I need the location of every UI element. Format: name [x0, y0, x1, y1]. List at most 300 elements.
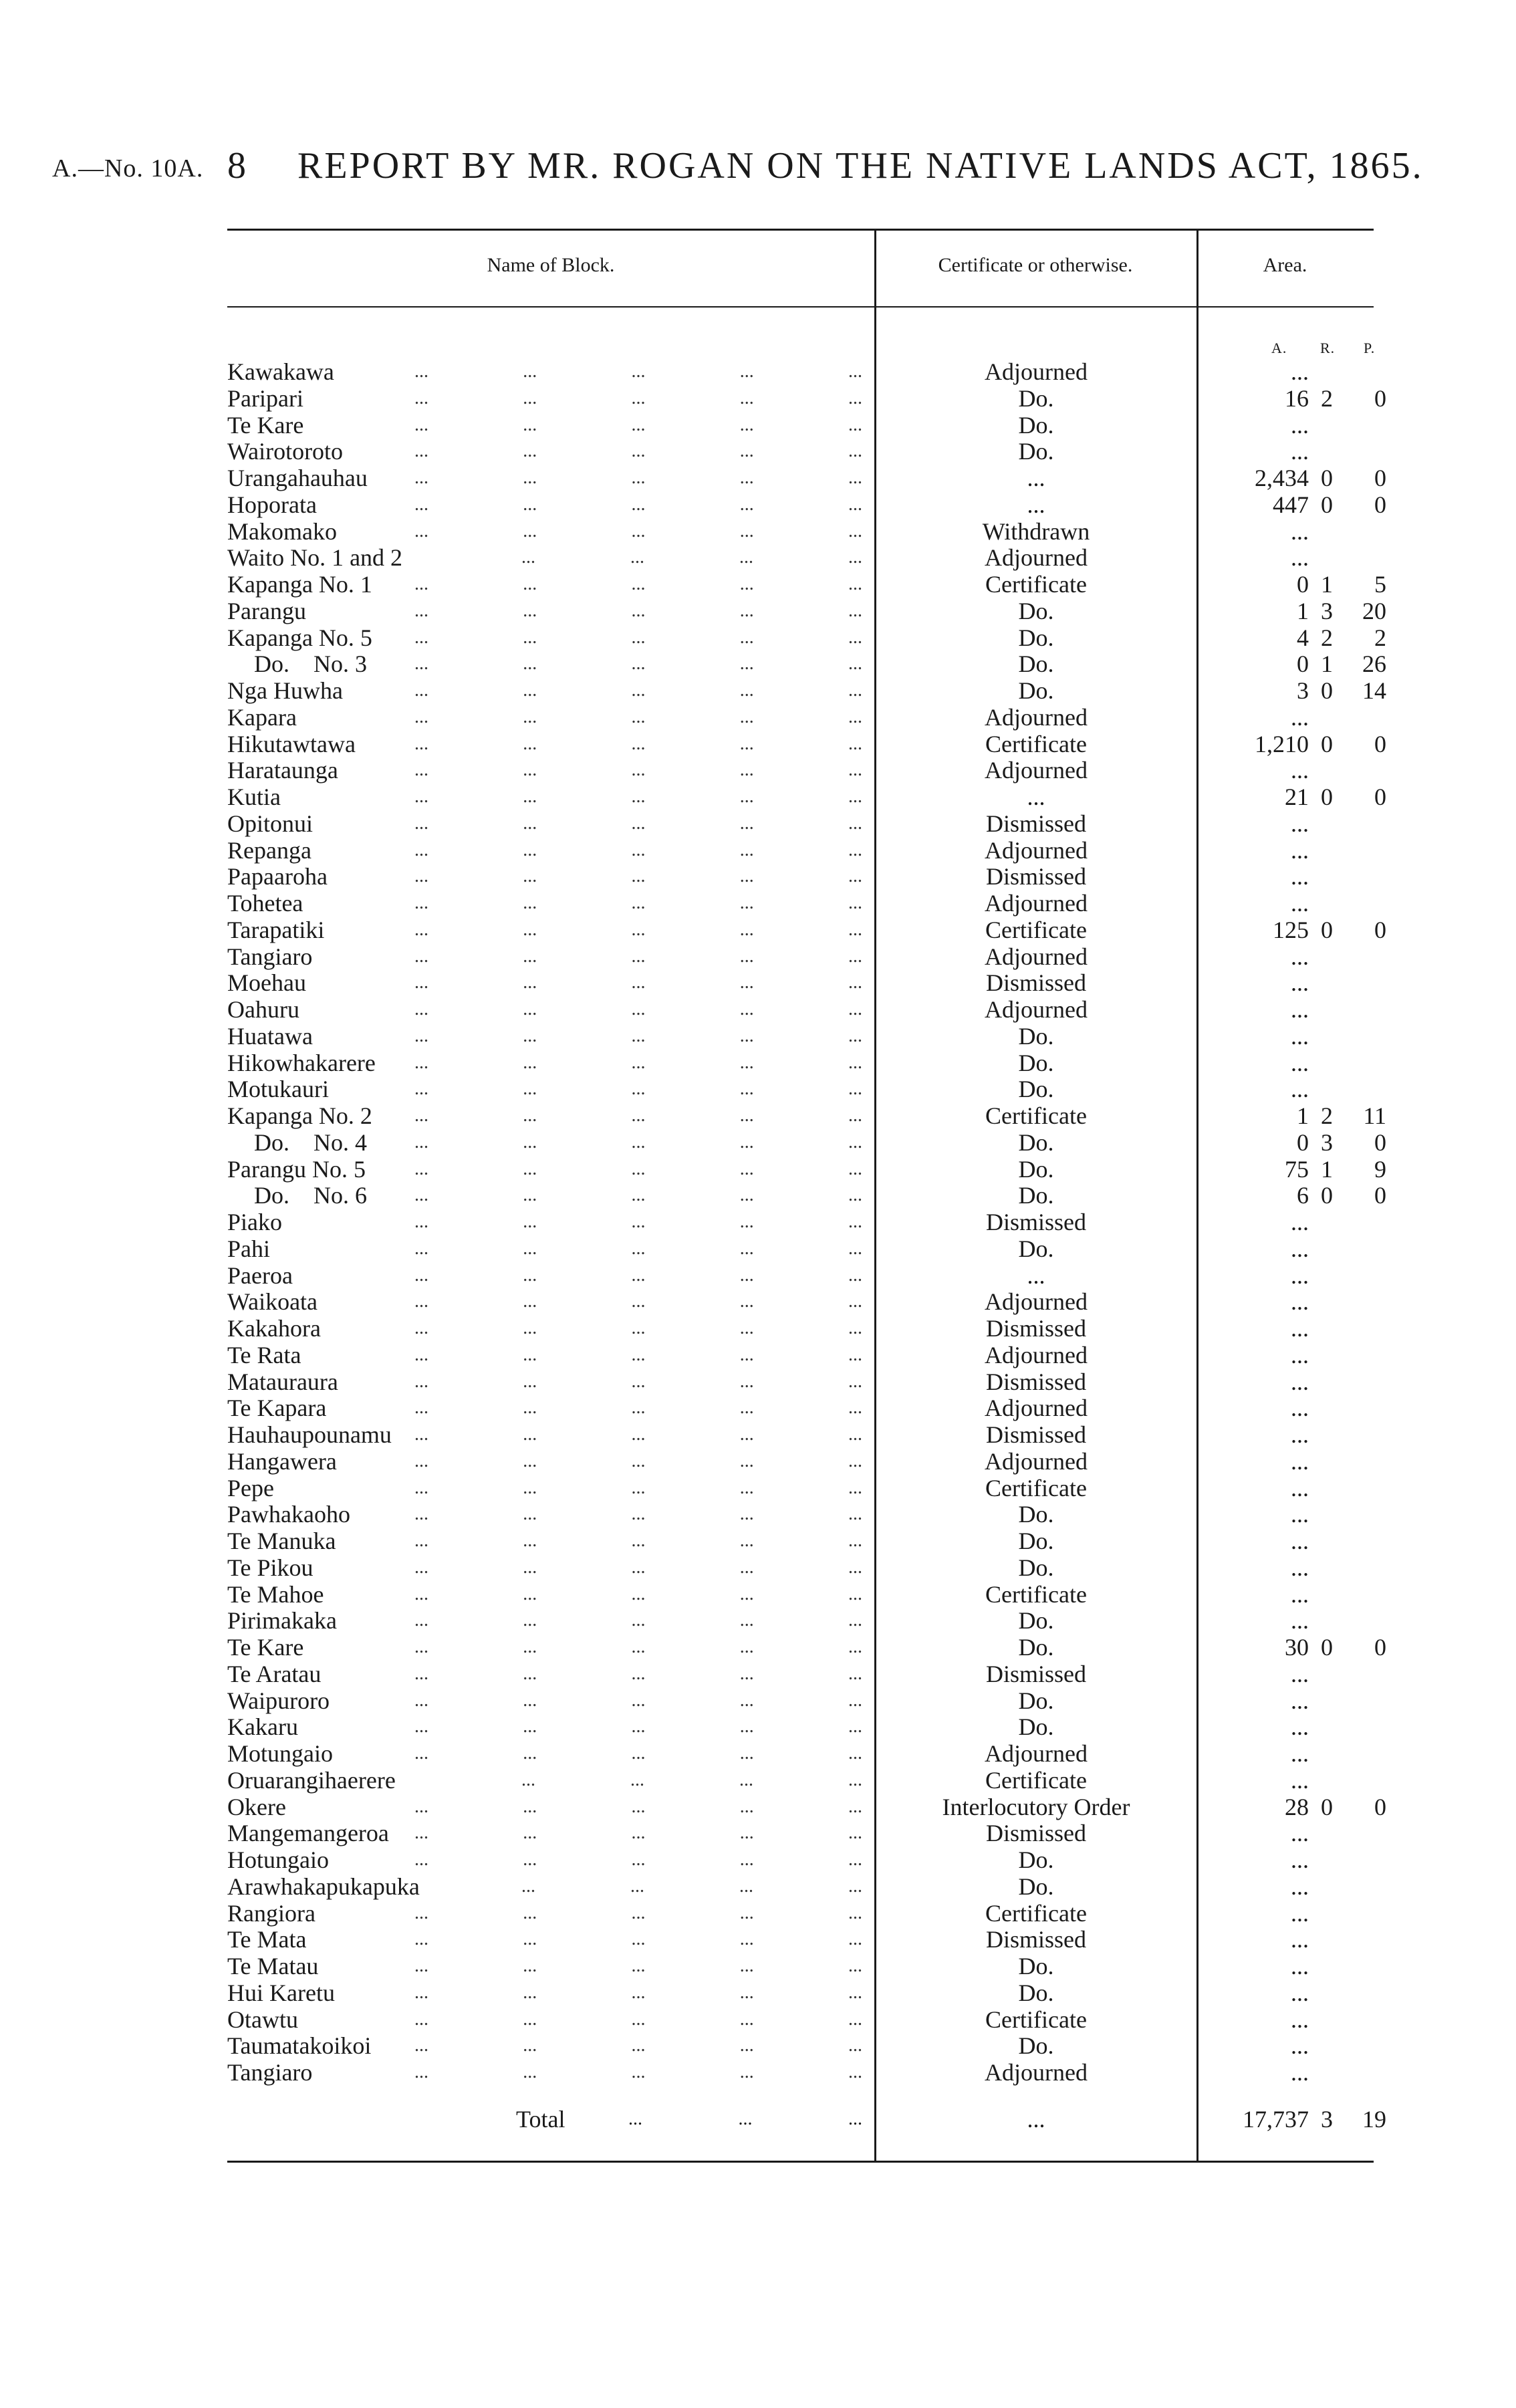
area-acres: ... — [1291, 1713, 1309, 1741]
leader-dots: ... ... ... ... ... — [414, 493, 862, 515]
area-perches: 5 — [1374, 571, 1386, 598]
area-acres: ... — [1291, 703, 1309, 731]
certificate-status: Do. — [1018, 1501, 1054, 1528]
table-row — [0, 837, 1516, 864]
table-row — [0, 1395, 1516, 1421]
area-roods: 0 — [1321, 916, 1333, 943]
area-acres: ... — [1291, 1261, 1309, 1289]
certificate-status: Adjourned — [985, 1341, 1088, 1368]
leader-dots: ... ... ... ... ... — [414, 706, 862, 727]
certificate-status: Do. — [1018, 1979, 1054, 2006]
block-name: Waipuroro — [227, 1687, 330, 1714]
leader-dots: ... ... ... ... ... — [414, 1981, 862, 2003]
table-top-rule — [227, 229, 1374, 231]
area-acres: ... — [1291, 1209, 1309, 1235]
total-perches: 19 — [1362, 2106, 1386, 2133]
certificate-status: Adjourned — [985, 757, 1088, 784]
leader-dots: ... ... ... ... ... — [414, 1477, 862, 1498]
table-row — [0, 1288, 1516, 1315]
column-header-name: Name of Block. — [487, 254, 615, 276]
certificate-status: Certificate — [985, 2006, 1087, 2033]
block-name: Hikutawtawa — [227, 730, 356, 757]
leader-dots: ... ... ... ... ... — [414, 1822, 862, 1844]
block-name: Waikoata — [227, 1288, 318, 1316]
certificate-status: Do. — [1018, 1076, 1054, 1103]
leader-dots: ... ... ... ... ... — [414, 1344, 862, 1365]
area-acres: 447 — [1273, 491, 1309, 518]
leader-dots: ... ... ... ... ... — [414, 1716, 862, 1737]
certificate-status: ... — [1027, 491, 1045, 518]
area-acres: ... — [1291, 1501, 1309, 1528]
leader-dots: ... ... ... ... ... — [414, 680, 862, 701]
table-row — [0, 1900, 1516, 1927]
leader-dots: ... ... ... ... ... — [414, 467, 862, 488]
area-roods: 1 — [1321, 1155, 1333, 1183]
area-perches: 0 — [1374, 916, 1386, 943]
area-perches: 9 — [1374, 1155, 1386, 1183]
area-perches: 0 — [1374, 491, 1386, 518]
area-perches: 0 — [1374, 1128, 1386, 1156]
table-row — [0, 598, 1516, 624]
area-acres: ... — [1291, 2006, 1309, 2033]
table-row — [0, 1209, 1516, 1235]
table-row — [0, 2059, 1516, 2086]
block-name: Hui Karetu — [227, 1979, 335, 2006]
certificate-status: Dismissed — [985, 1660, 1086, 1687]
leader-dots: ... ... ... ... ... — [414, 1291, 862, 1312]
block-name: Paeroa — [227, 1261, 293, 1289]
total-acres: 17,737 — [1243, 2106, 1309, 2133]
block-name: Okere — [227, 1793, 286, 1820]
total-label: Total — [516, 2106, 565, 2133]
leader-dots: ... ... ... ... ... — [414, 441, 862, 462]
certificate-status: Dismissed — [985, 1820, 1086, 1847]
area-roods: 2 — [1321, 1102, 1333, 1129]
area-acres: ... — [1291, 1022, 1309, 1050]
table-row — [0, 731, 1516, 757]
table-row — [0, 1182, 1516, 1209]
area-acres: ... — [1291, 836, 1309, 864]
area-acres: 3 — [1297, 677, 1309, 704]
table-row — [0, 412, 1516, 439]
area-acres: ... — [1291, 1820, 1309, 1847]
certificate-status: Certificate — [985, 1766, 1087, 1794]
table-row — [0, 491, 1516, 518]
leader-dots: ... ... ... ... ... — [414, 600, 862, 621]
table-row — [0, 757, 1516, 784]
certificate-status: Adjourned — [985, 1395, 1088, 1422]
table-row — [0, 358, 1516, 385]
area-acres: ... — [1291, 1288, 1309, 1316]
table-row — [0, 1661, 1516, 1687]
table-row — [0, 571, 1516, 598]
area-acres: ... — [1291, 969, 1309, 997]
certificate-status: Adjourned — [985, 943, 1088, 970]
certificate-status: Withdrawn — [982, 517, 1090, 545]
area-acres: ... — [1291, 1740, 1309, 1767]
certificate-status: Do. — [1018, 1687, 1054, 1714]
area-acres: ... — [1291, 411, 1309, 439]
leader-dots: ... ... ... ... ... — [414, 1237, 862, 1259]
table-row — [0, 1554, 1516, 1581]
certificate-status: Adjourned — [985, 1447, 1088, 1475]
block-name: Paripari — [227, 384, 303, 412]
certificate-status: Do. — [1018, 677, 1054, 704]
table-row — [0, 1687, 1516, 1714]
area-perches: 0 — [1374, 730, 1386, 757]
area-acres: ... — [1291, 1873, 1309, 1900]
leader-dots: ... ... ... ... ... — [414, 1264, 862, 1286]
area-acres: ... — [1291, 810, 1309, 837]
certificate-status: ... — [1027, 1261, 1045, 1289]
area-acres: 1 — [1297, 597, 1309, 624]
table-row — [0, 544, 1516, 571]
table-row — [0, 650, 1516, 677]
column-header-certificate: Certificate or otherwise. — [938, 254, 1133, 276]
block-name: Tarapatiki — [227, 916, 325, 943]
leader-dots: ... ... ... ... ... — [414, 945, 862, 967]
table-row — [0, 1076, 1516, 1102]
leader-dots: ... ... ... — [628, 2109, 862, 2129]
leader-dots: ... ... ... ... ... — [414, 1902, 862, 1923]
area-perches: 0 — [1374, 784, 1386, 810]
certificate-status: Dismissed — [985, 1209, 1086, 1235]
leader-dots: ... ... ... ... — [521, 1769, 862, 1790]
leader-dots: ... ... ... ... ... — [414, 759, 862, 781]
area-roods: 1 — [1321, 571, 1333, 598]
total-row — [0, 2104, 1516, 2134]
area-acres: ... — [1291, 1607, 1309, 1635]
area-perches: 14 — [1362, 677, 1386, 704]
block-name: Parangu — [227, 597, 306, 624]
total-roods: 3 — [1321, 2106, 1333, 2133]
area-acres: ... — [1291, 1660, 1309, 1687]
table-row — [0, 465, 1516, 491]
area-roods: 2 — [1321, 384, 1333, 412]
area-perches: 0 — [1374, 465, 1386, 491]
leader-dots: ... ... ... ... ... — [414, 361, 862, 382]
table-row — [0, 438, 1516, 465]
block-name: Huatawa — [227, 1022, 313, 1050]
table-row — [0, 1953, 1516, 1979]
certificate-status: Dismissed — [985, 863, 1086, 890]
block-name: Motukauri — [227, 1076, 329, 1103]
table-row — [0, 1713, 1516, 1740]
document-reference: A.—No. 10A. — [52, 154, 204, 183]
table-row — [0, 1023, 1516, 1050]
block-name: Kawakawa — [227, 358, 334, 385]
certificate-status: Dismissed — [985, 1926, 1086, 1953]
block-name: Te Aratau — [227, 1660, 322, 1687]
leader-dots: ... ... ... ... ... — [414, 1131, 862, 1153]
certificate-status: Do. — [1018, 1953, 1054, 1979]
certificate-status: Certificate — [985, 1580, 1087, 1608]
leader-dots: ... ... ... ... ... — [414, 1185, 862, 1206]
area-acres: ... — [1291, 1926, 1309, 1953]
leader-dots: ... ... ... ... ... — [414, 1663, 862, 1684]
leader-dots: ... ... ... ... ... — [414, 574, 862, 594]
table-row — [0, 890, 1516, 917]
certificate-status: Dismissed — [985, 810, 1086, 837]
table-row — [0, 1156, 1516, 1183]
area-perches: 0 — [1374, 1182, 1386, 1209]
certificate-status: Do. — [1018, 1528, 1054, 1554]
table-row — [0, 1873, 1516, 1900]
page-title: REPORT BY MR. ROGAN ON THE NATIVE LANDS ACT, 1865. — [297, 145, 1424, 187]
certificate-status: Interlocutory Order — [942, 1793, 1130, 1820]
block-name: Urangahauhau — [227, 465, 368, 491]
block-name: Tohetea — [227, 890, 303, 917]
block-name: Piako — [227, 1209, 283, 1235]
area-acres: ... — [1291, 943, 1309, 970]
block-name: Pepe — [227, 1474, 274, 1501]
table-row — [0, 385, 1516, 412]
leader-dots: ... ... ... ... ... — [414, 1078, 862, 1100]
certificate-status: Do. — [1018, 1873, 1054, 1900]
column-header-area: Area. — [1263, 254, 1307, 276]
area-roods-header: R. — [1320, 340, 1336, 356]
certificate-status: Dismissed — [985, 1368, 1086, 1395]
table-row — [0, 1794, 1516, 1820]
block-name: Do. No. 6 — [254, 1182, 367, 1209]
area-acres: 0 — [1297, 650, 1309, 678]
block-name: Te Rata — [227, 1341, 301, 1368]
leader-dots: ... ... ... ... ... — [414, 387, 862, 408]
area-acres: ... — [1291, 1049, 1309, 1076]
table-row — [0, 2032, 1516, 2059]
area-roods: 0 — [1321, 465, 1333, 491]
block-name: Makomako — [227, 517, 337, 545]
table-row — [0, 518, 1516, 545]
certificate-status: Certificate — [985, 1899, 1087, 1927]
leader-dots: ... ... ... ... ... — [414, 1318, 862, 1338]
block-name: Motungaio — [227, 1740, 333, 1767]
table-row — [0, 2006, 1516, 2033]
certificate-status: Do. — [1018, 1607, 1054, 1635]
area-acres: 0 — [1297, 1128, 1309, 1156]
area-roods: 3 — [1321, 597, 1333, 624]
area-acres: 6 — [1297, 1182, 1309, 1209]
block-name: Do. No. 4 — [254, 1128, 367, 1156]
block-name: Waito No. 1 and 2 — [227, 544, 403, 572]
leader-dots: ... ... ... ... ... — [414, 839, 862, 860]
area-acres: ... — [1291, 1899, 1309, 1927]
table-row — [0, 1342, 1516, 1368]
table-row — [0, 704, 1516, 731]
block-name: Kutia — [227, 784, 281, 810]
table-row — [0, 1501, 1516, 1528]
block-name: Te Matau — [227, 1953, 319, 1979]
certificate-status: Do. — [1018, 1128, 1054, 1156]
block-name: Rangiora — [227, 1899, 315, 1927]
certificate-status: ... — [1027, 465, 1045, 491]
area-acres: ... — [1291, 1766, 1309, 1794]
certificate-status: Certificate — [985, 916, 1087, 943]
leader-dots: ... ... ... ... ... — [414, 1397, 862, 1419]
block-name: Te Manuka — [227, 1528, 336, 1554]
block-name: Oahuru — [227, 996, 299, 1023]
table-row — [0, 1129, 1516, 1156]
area-acres: ... — [1291, 2059, 1309, 2086]
block-name: Kapara — [227, 703, 297, 731]
area-acres: ... — [1291, 1953, 1309, 1979]
area-acres: ... — [1291, 358, 1309, 385]
block-name: Pirimakaka — [227, 1607, 337, 1635]
block-name: Pahi — [227, 1235, 271, 1262]
area-acres: 28 — [1285, 1793, 1309, 1820]
area-roods: 0 — [1321, 730, 1333, 757]
table-row — [0, 677, 1516, 704]
table-row — [0, 1979, 1516, 2006]
table-row — [0, 1475, 1516, 1501]
block-name: Te Pikou — [227, 1554, 313, 1581]
area-acres: ... — [1291, 1341, 1309, 1368]
area-acres: ... — [1291, 996, 1309, 1023]
block-name: Tangiaro — [227, 943, 313, 970]
leader-dots: ... ... ... ... ... — [414, 1052, 862, 1073]
certificate-status: Do. — [1018, 1022, 1054, 1050]
leader-dots: ... ... ... ... ... — [414, 733, 862, 754]
leader-dots: ... ... ... ... ... — [414, 1610, 862, 1631]
area-acres: 75 — [1285, 1155, 1309, 1183]
table-row — [0, 1820, 1516, 1846]
leader-dots: ... ... ... ... ... — [414, 812, 862, 834]
table-row — [0, 1050, 1516, 1076]
area-acres: ... — [1291, 1421, 1309, 1448]
block-name: Hoporata — [227, 491, 317, 518]
leader-dots: ... ... ... ... ... — [414, 2008, 862, 2030]
block-name: Hikowhakarere — [227, 1049, 376, 1076]
table-row — [0, 943, 1516, 970]
area-acres-header: A. — [1271, 340, 1287, 356]
table-row — [0, 863, 1516, 890]
table-row — [0, 1421, 1516, 1448]
leader-dots: ... ... ... ... ... — [414, 626, 862, 648]
certificate-status: Dismissed — [985, 969, 1086, 997]
table-row — [0, 1846, 1516, 1873]
certificate-status: Adjourned — [985, 890, 1088, 917]
block-name: Hauhaupounamu — [227, 1421, 392, 1448]
area-acres: ... — [1291, 1235, 1309, 1262]
certificate-status: Dismissed — [985, 1421, 1086, 1448]
area-roods: 0 — [1321, 1793, 1333, 1820]
block-name: Parangu No. 5 — [227, 1155, 366, 1183]
leader-dots: ... ... ... ... ... — [414, 1929, 862, 1950]
leader-dots: ... ... ... ... ... — [414, 1743, 862, 1764]
certificate-status: Do. — [1018, 438, 1054, 465]
header-bottom-rule — [227, 306, 1374, 308]
block-name: Hangawera — [227, 1447, 337, 1475]
area-perches: 2 — [1374, 624, 1386, 651]
table-row — [0, 1315, 1516, 1342]
certificate-status: Do. — [1018, 1846, 1054, 1873]
block-name: Harataunga — [227, 757, 338, 784]
leader-dots: ... ... ... ... ... — [414, 1796, 862, 1817]
block-name: Papaaroha — [227, 863, 328, 890]
area-acres: ... — [1291, 757, 1309, 784]
leader-dots: ... ... ... ... ... — [414, 414, 862, 435]
leader-dots: ... ... ... ... ... — [414, 919, 862, 940]
table-row — [0, 969, 1516, 996]
leader-dots: ... ... ... ... ... — [414, 1530, 862, 1551]
table-row — [0, 1634, 1516, 1661]
block-name: Opitonui — [227, 810, 313, 837]
leader-dots: ... ... ... ... ... — [414, 1556, 862, 1578]
area-acres: 125 — [1273, 916, 1309, 943]
table-row — [0, 1235, 1516, 1262]
leader-dots: ... ... ... ... ... — [414, 1849, 862, 1870]
area-perches: 20 — [1362, 597, 1386, 624]
block-name: Repanga — [227, 836, 311, 864]
table-row — [0, 917, 1516, 943]
block-name: Wairotoroto — [227, 438, 344, 465]
area-acres: ... — [1291, 863, 1309, 890]
block-name: Pawhakaoho — [227, 1501, 350, 1528]
certificate-status: Certificate — [985, 1474, 1087, 1501]
area-roods: 0 — [1321, 1634, 1333, 1661]
table-row — [0, 1368, 1516, 1395]
block-name: Tangiaro — [227, 2059, 313, 2086]
leader-dots: ... ... ... ... ... — [414, 786, 862, 807]
area-roods: 0 — [1321, 491, 1333, 518]
leader-dots: ... ... ... ... ... — [414, 1503, 862, 1525]
area-perches: 26 — [1362, 650, 1386, 678]
leader-dots: ... ... ... ... ... — [414, 1637, 862, 1657]
leader-dots: ... ... ... ... ... — [414, 653, 862, 675]
block-name: Oruarangihaerere — [227, 1766, 396, 1794]
leader-dots: ... ... ... ... ... — [414, 1450, 862, 1471]
block-name: Te Mata — [227, 1926, 307, 1953]
total-certificate: ... — [1027, 2106, 1045, 2133]
leader-dots: ... ... ... ... ... — [414, 1689, 862, 1711]
block-name: Do. No. 3 — [254, 650, 367, 678]
leader-dots: ... ... ... ... ... — [414, 2035, 862, 2056]
certificate-status: Adjourned — [985, 1740, 1088, 1767]
area-roods: 0 — [1321, 784, 1333, 810]
area-acres: ... — [1291, 1687, 1309, 1714]
block-name: Matauraura — [227, 1368, 338, 1395]
certificate-status: Adjourned — [985, 358, 1088, 385]
area-acres: 2,434 — [1255, 465, 1309, 491]
area-acres: ... — [1291, 1979, 1309, 2006]
area-acres: 1 — [1297, 1102, 1309, 1129]
certificate-status: Do. — [1018, 1155, 1054, 1183]
table-row — [0, 1448, 1516, 1475]
area-roods: 3 — [1321, 1128, 1333, 1156]
area-acres: 4 — [1297, 624, 1309, 651]
table-row — [0, 1581, 1516, 1608]
certificate-status: Dismissed — [985, 1315, 1086, 1342]
certificate-status: Do. — [1018, 597, 1054, 624]
area-acres: ... — [1291, 1528, 1309, 1554]
block-name: Otawtu — [227, 2006, 298, 2033]
page-header — [0, 140, 1516, 194]
area-acres: ... — [1291, 1580, 1309, 1608]
table-row — [0, 1102, 1516, 1129]
area-perches: 0 — [1374, 384, 1386, 412]
certificate-status: Adjourned — [985, 2059, 1088, 2086]
block-name: Te Kare — [227, 411, 304, 439]
certificate-status: Certificate — [985, 571, 1087, 598]
certificate-status: Adjourned — [985, 703, 1088, 731]
area-acres: 30 — [1285, 1634, 1309, 1661]
area-acres: 0 — [1297, 571, 1309, 598]
certificate-status: Do. — [1018, 1182, 1054, 1209]
leader-dots: ... ... ... ... ... — [414, 1211, 862, 1232]
block-name: Taumatakoikoi — [227, 2032, 372, 2060]
leader-dots: ... ... ... ... ... — [414, 866, 862, 887]
block-name: Nga Huwha — [227, 677, 343, 704]
